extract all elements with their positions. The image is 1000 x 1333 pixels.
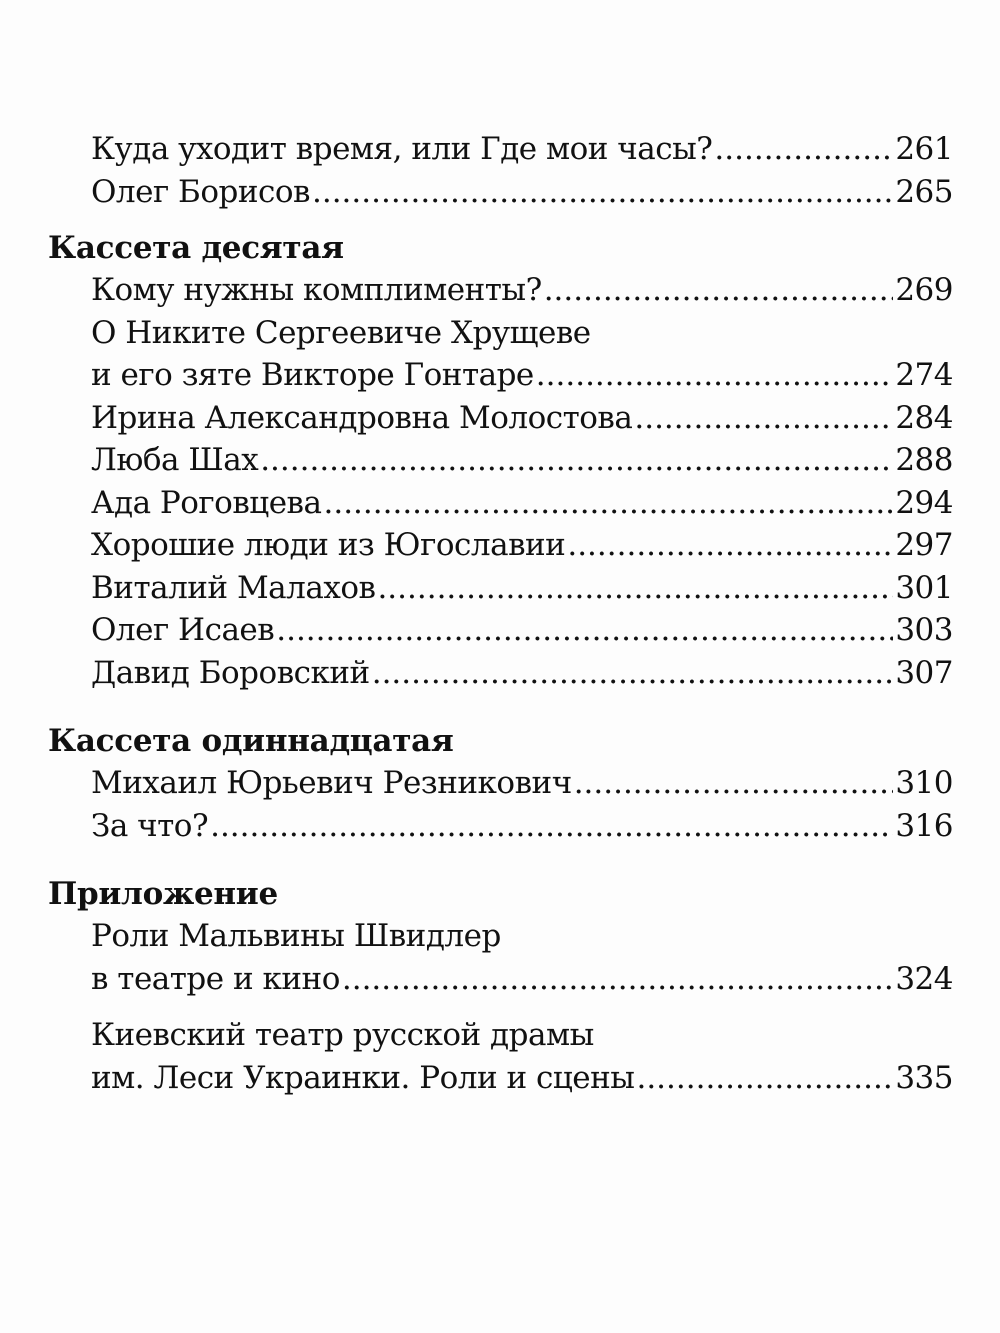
leader-dots: [567, 524, 893, 567]
toc-entry: [48, 805, 953, 848]
leader-dots: [377, 567, 893, 610]
entry-title-line1: Киевский театр русской драмы: [91, 1017, 594, 1053]
entry-page: 274: [895, 357, 953, 393]
toc-entry: [48, 439, 953, 482]
entry-page: 324: [895, 960, 953, 997]
entry-title: Кому нужны комплименты?: [91, 272, 542, 308]
toc-section-cassette-eleven: [48, 720, 953, 847]
section-heading: Кассета одиннадцатая: [48, 723, 454, 759]
entry-title: в театре и кино: [91, 960, 340, 997]
entry-page: 301: [895, 569, 953, 606]
entry-page: 316: [895, 807, 953, 844]
entry-title: Ирина Александровна Молостова: [91, 399, 633, 436]
leader-dots: [276, 609, 893, 652]
table-of-contents: [48, 128, 953, 1113]
entry-title: Михаил Юрьевич Резникович: [91, 765, 572, 801]
toc-entry: [48, 609, 953, 652]
toc-entry: [48, 1014, 953, 1099]
toc-entry: [48, 482, 953, 525]
entry-title: Хорошие люди из Югославии: [91, 527, 566, 563]
entry-title-line1: О Никите Сергеевиче Хрущеве: [91, 314, 591, 351]
toc-entry: [48, 312, 953, 397]
entry-page: 265: [895, 173, 953, 210]
section-heading: Приложение: [48, 876, 278, 912]
leader-dots: [536, 354, 894, 397]
toc-entry: [48, 652, 953, 695]
entry-page: 297: [895, 527, 953, 563]
toc-entry: [48, 171, 953, 214]
leader-dots: [260, 439, 893, 482]
entry-page: 294: [895, 484, 953, 521]
toc-entry: [48, 567, 953, 610]
entry-title: Виталий Малахов: [91, 569, 376, 606]
entry-title: Люба Шах: [91, 442, 259, 478]
toc-entry: [48, 915, 953, 1000]
toc-entry: [48, 128, 953, 171]
entry-page: 303: [895, 612, 953, 648]
leader-dots: [544, 269, 894, 312]
entry-page: 335: [895, 1059, 953, 1096]
entry-title: Олег Борисов: [91, 173, 310, 210]
leader-dots: [324, 482, 894, 525]
entry-page: 284: [895, 399, 953, 436]
leader-dots: [574, 762, 894, 805]
leader-dots: [714, 128, 893, 171]
entry-page: 307: [895, 654, 953, 691]
toc-entry: [48, 524, 953, 567]
toc-entry: [48, 397, 953, 440]
entry-title: Куда уходит время, или Где мои часы?: [91, 131, 713, 167]
entry-title: Ада Роговцева: [91, 484, 322, 521]
entry-title: Давид Боровский: [91, 654, 370, 691]
entry-title: Олег Исаев: [91, 612, 275, 648]
leader-dots: [634, 397, 893, 440]
entry-page: 269: [895, 272, 953, 308]
leader-dots: [312, 171, 893, 214]
entry-page: 261: [895, 131, 953, 167]
entry-title: им. Леси Украинки. Роли и сцены: [91, 1059, 635, 1096]
toc-section-cassette-ten: [48, 227, 953, 694]
leader-dots: [342, 958, 893, 1001]
entry-title: и его зяте Викторе Гонтаре: [91, 357, 534, 393]
entry-title: За что?: [91, 807, 209, 844]
leader-dots: [210, 805, 893, 848]
toc-entry: [48, 762, 953, 805]
toc-section-appendix: [48, 873, 953, 1099]
section-heading: Кассета десятая: [48, 230, 344, 266]
leader-dots: [372, 652, 894, 695]
toc-entry: [48, 269, 953, 312]
toc-section-continuation: [48, 128, 953, 213]
entry-title-line1: Роли Мальвины Швидлер: [91, 918, 501, 954]
entry-page: 288: [895, 442, 953, 478]
leader-dots: [636, 1057, 893, 1100]
entry-page: 310: [895, 765, 953, 801]
